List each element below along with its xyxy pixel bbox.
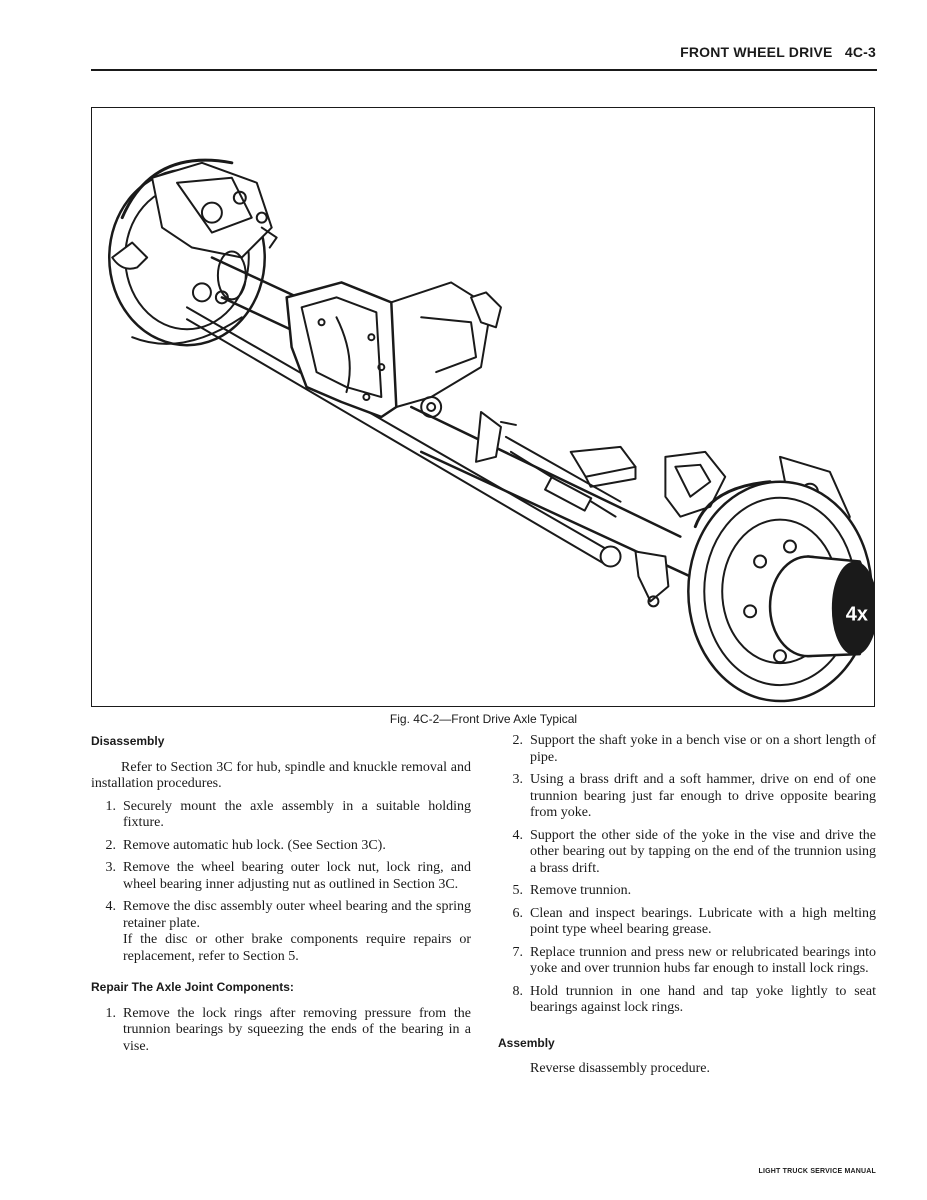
step-number: 8.	[512, 983, 523, 999]
axle-illustration	[92, 108, 874, 706]
step-number: 7.	[512, 944, 523, 960]
heading-assembly: Assembly	[498, 1035, 555, 1050]
heading-disassembly: Disassembly	[91, 734, 165, 748]
step-4-note: If the disc or other brake components require repairs or replacement, refer to Section 5.	[123, 932, 471, 964]
figure-front-drive-axle	[91, 107, 875, 707]
step-number: 1.	[105, 798, 116, 814]
header-rule	[91, 69, 877, 71]
step-text: Remove the wheel bearing outer lock nut, lock ring, and wheel bearing inner adjusting nut as outlined in Section 3C.	[123, 860, 471, 892]
page-header: FRONT WHEEL DRIVE 4C-3	[680, 44, 876, 60]
list-item	[498, 906, 876, 939]
right-column	[498, 733, 876, 1078]
step-text: Support the shaft yoke in a bench vise or on a short length of pipe.	[530, 733, 876, 765]
step-number: 2.	[512, 733, 523, 748]
disassembly-intro: Refer to Section 3C for hub, spindle and knuckle removal and installation procedures.	[91, 759, 471, 791]
step-text: Replace trunnion and press new or relubricated bearings into yoke and over trunnion hubs far enough to install lock rings.	[530, 944, 876, 976]
step-number: 2.	[105, 837, 116, 853]
list-item	[498, 828, 876, 878]
list-item	[91, 860, 471, 893]
step-text: Using a brass drift and a soft hammer, drive on end of one trunnion bearing just far enough to drive opposite bearing from yoke.	[530, 772, 876, 820]
left-column	[91, 733, 471, 1061]
axle-tube	[212, 252, 690, 577]
step-number: 6.	[512, 905, 523, 921]
assembly-text: Reverse disassembly procedure.	[530, 1061, 710, 1076]
list-item	[498, 945, 876, 978]
step-number: 5.	[512, 883, 523, 898]
step-text: Remove the lock rings after removing pressure from the trunnion bearings by squeezing the ends of the bearing in a vise.	[123, 1005, 471, 1054]
list-item	[498, 984, 876, 1017]
step-text: Remove trunnion.	[530, 883, 632, 898]
heading-repair-axle-joint: Repair The Axle Joint Components:	[91, 980, 294, 994]
step-text: Support the other side of the yoke in the vise and drive the other bearing out by tapping on the end of the trunnion using a brass drift.	[530, 827, 876, 876]
step-number: 1.	[105, 1005, 116, 1021]
differential-housing	[287, 282, 516, 461]
list-item	[91, 799, 471, 832]
step-number: 3.	[512, 772, 523, 787]
list-item	[498, 772, 876, 822]
step-number: 4.	[105, 899, 116, 914]
step-text: Securely mount the axle assembly in a suitable holding fixture.	[123, 798, 471, 830]
step-number: 4.	[512, 827, 523, 843]
step-text: Remove the disc assembly outer wheel bearing and the spring retainer plate.	[123, 899, 471, 931]
list-item	[91, 899, 471, 932]
step-text: Clean and inspect bearings. Lubricate with a high melting point type wheel bearing grease.	[530, 905, 876, 937]
page-footer: LIGHT TRUCK SERVICE MANUAL	[758, 1168, 876, 1175]
axle-bracket	[571, 447, 636, 487]
list-item	[91, 838, 471, 855]
list-item	[91, 1006, 471, 1056]
hub-lock-badge: 4x	[845, 603, 868, 626]
step-number: 3.	[105, 860, 116, 875]
list-item	[498, 733, 876, 766]
list-item	[498, 883, 876, 900]
step-text: Remove automatic hub lock. (See Section 3C).	[123, 837, 386, 853]
figure-caption: Fig. 4C-2—Front Drive Axle Typical	[389, 712, 578, 726]
step-text: Hold trunnion in one hand and tap yoke lightly to seat bearings against lock rings.	[530, 983, 876, 1015]
